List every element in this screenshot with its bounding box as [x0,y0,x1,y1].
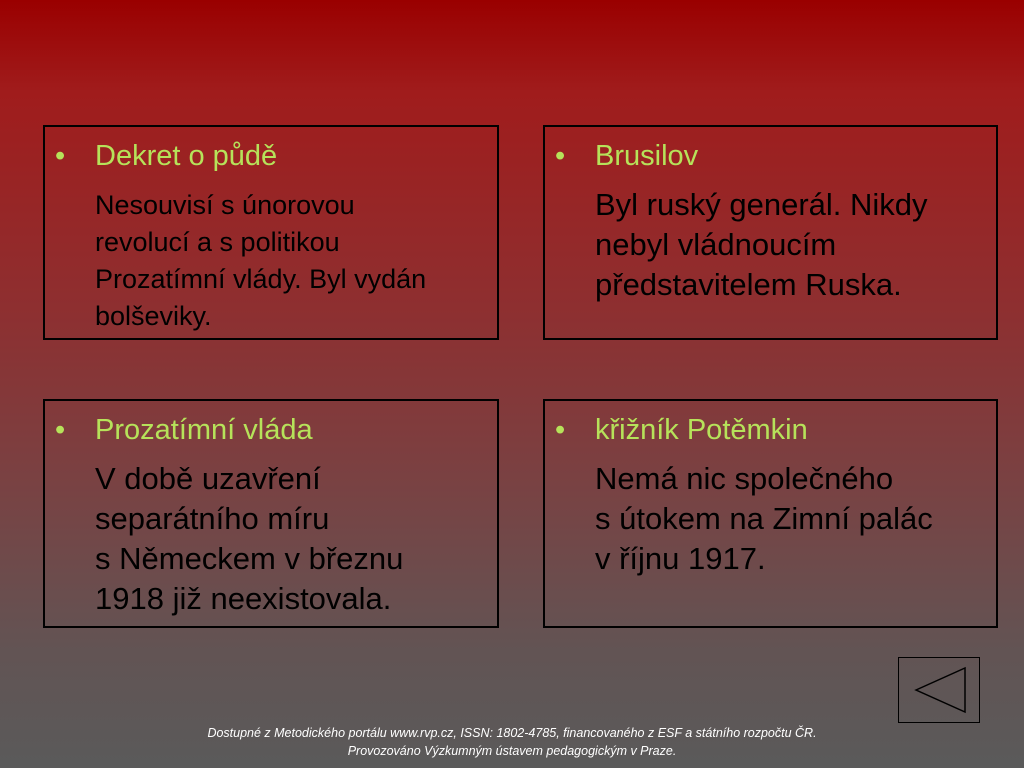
card-line: separátního míru [95,501,330,536]
footer-line-2: Provozováno Výzkumným ústavem pedagogickým v Praze. [347,744,677,758]
card-line: Prozatímní vlády. Byl vydán [95,264,427,294]
card-title-text: křižník Potěmkin [595,414,808,446]
card-line: 1918 již neexistovala. [95,581,392,616]
bullet: • [555,140,566,172]
card-kriznik-potemkin [543,399,998,628]
card-title [55,139,277,173]
card-line: představitelem Ruska. [595,267,902,302]
card-line: s Německem v březnu [95,541,404,576]
card-line: Nemá nic společného [595,461,894,496]
card-text [595,185,988,305]
bullet: • [55,414,66,446]
card-title-text: Prozatímní vláda [95,414,313,446]
card-line: V době uzavření [95,461,321,496]
card-text [95,187,489,335]
triangle-left-icon [899,658,979,722]
card-title [555,413,808,447]
card-line: s útokem na Zimní palác [595,501,933,536]
card-text [95,459,489,619]
bullet: • [555,414,566,446]
card-brusilov [543,125,998,340]
back-button[interactable] [898,657,980,723]
bullet: • [55,140,66,172]
card-title [55,413,313,447]
card-line: revolucí a s politikou [95,227,340,257]
card-dekret-o-pude [43,125,499,340]
footer-line-1: Dostupné z Metodického portálu www.rvp.cz, ISSN: 1802-4785, financovaného z ESF a státního rozpočtu ČR. [207,726,817,740]
card-line: bolševiky. [95,301,212,331]
card-line: v říjnu 1917. [595,541,766,576]
card-prozatimni-vlada [43,399,499,628]
card-line: Byl ruský generál. Nikdy [595,187,928,222]
card-line: Nesouvisí s únorovou [95,190,355,220]
card-title-text: Dekret o půdě [95,140,278,172]
card-title-text: Brusilov [595,140,699,172]
footer [0,724,1024,760]
card-text [595,459,988,579]
card-line: nebyl vládnoucím [595,227,837,262]
card-title [555,139,698,173]
